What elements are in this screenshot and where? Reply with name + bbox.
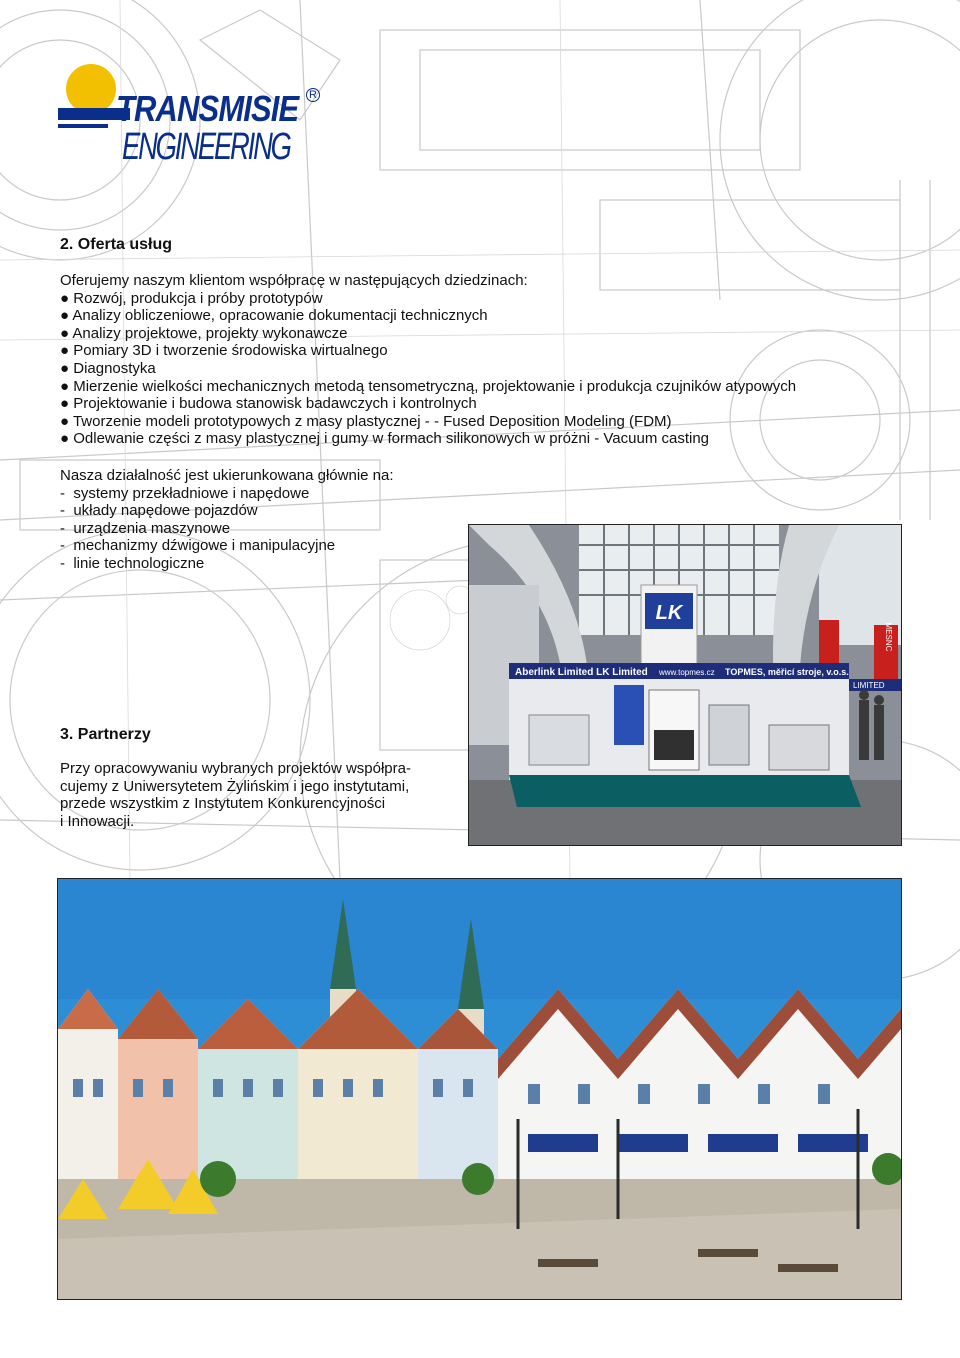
town-square-photo xyxy=(57,878,902,1300)
focus-item: - mechanizmy dźwigowe i manipulacyjne xyxy=(60,537,336,555)
bullet-icon: ● xyxy=(60,377,70,395)
focus-intro: Nasza działalność jest ukierunkowana głównie na: xyxy=(60,467,394,484)
focus-item: - linie technologiczne xyxy=(60,554,205,572)
logo-line1: TRANSMISIE xyxy=(116,88,299,129)
services-intro: Oferujemy naszym klientom współpracę w następujących dziedzinach: xyxy=(60,272,528,289)
focus-list xyxy=(60,467,394,573)
service-item: ● Projektowanie i budowa stanowisk badawczych i kontrolnych xyxy=(60,395,477,413)
focus-item: - urządzenia maszynowe xyxy=(60,519,231,537)
service-item: ● Mierzenie wielkości mechanicznych metodą tensometryczną, projektowanie i produkcja czujników atypowych xyxy=(60,377,797,395)
section2-heading: 2. Oferta usług xyxy=(60,236,173,253)
banner-left: Aberlink Limited LK Limited xyxy=(515,667,648,678)
focus-item: - układy napędowe pojazdów xyxy=(60,502,258,520)
logo-sun-icon xyxy=(66,64,116,114)
banner-mid: www.topmes.cz xyxy=(659,668,715,677)
booth-logo: LK xyxy=(655,602,683,624)
bullet-icon: ● xyxy=(60,324,70,342)
service-item: ● Pomiary 3D i tworzenie środowiska wirtualnego xyxy=(60,342,388,360)
bullet-icon: ● xyxy=(60,342,70,360)
company-logo xyxy=(56,62,336,172)
partners-paragraph: Przy opracowywaniu wybranych projektów współpra- cujemy z Uniwersytetem Żylińskim i jego instytutami, przede wszystkim z Instytutem Konkurencyjności i Innowacji. xyxy=(60,760,411,830)
logo-line2: ENGINEERING xyxy=(122,126,290,168)
service-item: ● Analizy projektowe, projekty wykonawcze xyxy=(60,324,348,342)
logo-registered: R xyxy=(306,88,320,102)
service-item: ● Rozwój, produkcja i próby prototypów xyxy=(60,289,323,307)
service-item: ● Odlewanie części z masy plastycznej i gumy w formach silikonowych w próżni - Vacuum casting xyxy=(60,430,710,448)
focus-item: - systemy przekładniowe i napędowe xyxy=(60,484,310,502)
bullet-icon: ● xyxy=(60,430,70,448)
bullet-icon: ● xyxy=(60,395,70,413)
bullet-icon: ● xyxy=(60,412,70,430)
bullet-icon: ● xyxy=(60,307,70,325)
service-item: ● Diagnostyka xyxy=(60,359,156,377)
bullet-icon: ● xyxy=(60,359,70,377)
trade-fair-photo xyxy=(468,524,902,846)
banner-right: TOPMES, měřicí stroje, v.o.s. xyxy=(725,667,849,677)
service-item: ● Analizy obliczeniowe, opracowanie dokumentacji technicznych xyxy=(60,307,488,325)
services-list xyxy=(60,272,796,448)
side-sign: MESNC xyxy=(884,622,893,652)
service-item: ● Tworzenie modeli prototypowych z masy plastycznej - - Fused Deposition Modeling (FDM) xyxy=(60,412,672,430)
side-sign-2: LIMITED xyxy=(853,681,885,690)
bullet-icon: ● xyxy=(60,289,70,307)
logo-bar-thin xyxy=(58,124,108,128)
section3-heading: 3. Partnerzy xyxy=(60,726,151,743)
